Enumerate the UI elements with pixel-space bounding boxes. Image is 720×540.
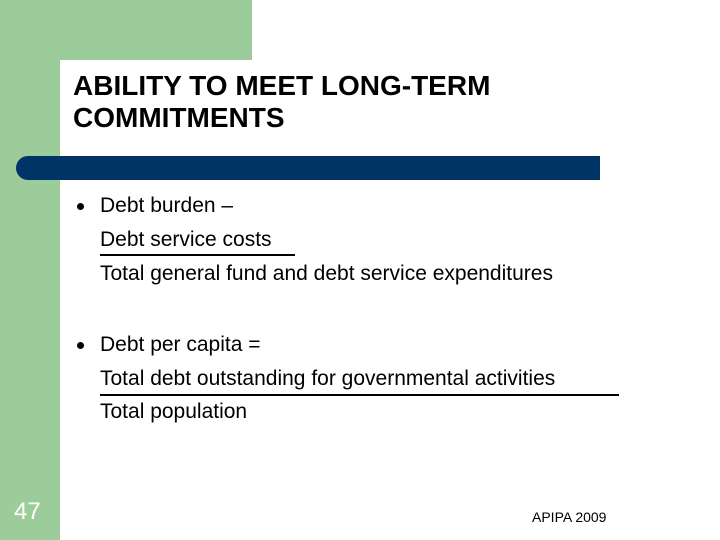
debt-burden-numerator: Debt service costs xyxy=(100,228,272,251)
bullet-dot-2 xyxy=(77,342,84,349)
footer-text: APIPA 2009 xyxy=(532,509,607,525)
title-divider-bar xyxy=(16,156,600,180)
debt-per-capita-denominator: Total population xyxy=(100,400,248,423)
top-green-band xyxy=(60,0,252,60)
title-line-1: ABILITY TO MEET LONG-TERM xyxy=(73,70,491,101)
bullet-dot-1 xyxy=(77,203,84,210)
debt-burden-heading: Debt burden – xyxy=(100,194,234,217)
debt-burden-fraction-line xyxy=(100,254,295,256)
title-line-2: COMMITMENTS xyxy=(73,102,285,133)
debt-per-capita-fraction-line xyxy=(100,394,619,396)
debt-burden-denominator: Total general fund and debt service expenditures xyxy=(100,262,553,285)
slide-number: 47 xyxy=(14,498,41,525)
left-green-band xyxy=(0,0,60,540)
debt-per-capita-numerator: Total debt outstanding for governmental activities xyxy=(100,367,556,390)
slide-title xyxy=(73,70,673,134)
debt-per-capita-heading: Debt per capita = xyxy=(100,333,261,356)
